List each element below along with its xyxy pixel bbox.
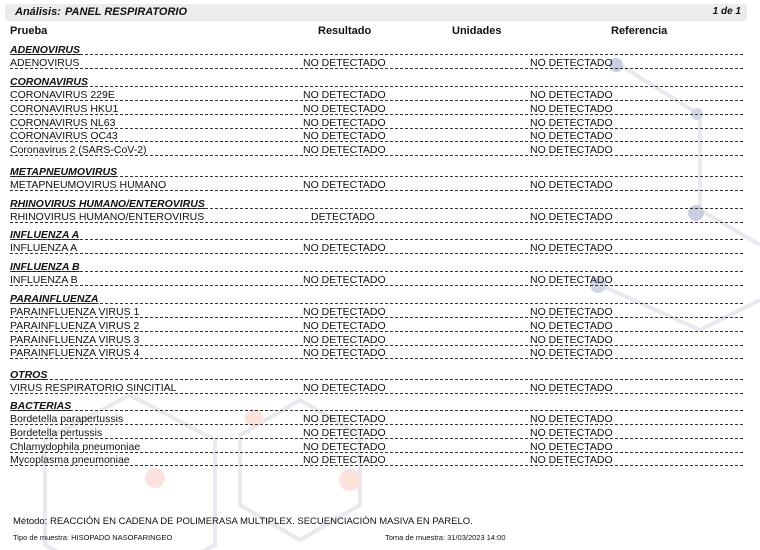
reference-value: NO DETECTADO <box>530 130 613 143</box>
reference-value: NO DETECTADO <box>530 426 613 439</box>
test-name: Mycoplasma pneumoniae <box>10 454 130 467</box>
test-name: PARAINFLUENZA VIRUS 1 <box>10 306 140 318</box>
table-row <box>0 130 760 143</box>
reference-value: NO DETECTADO <box>530 274 613 286</box>
reference-value: NO DETECTADO <box>530 319 613 332</box>
reference-value: NO DETECTADO <box>530 333 613 346</box>
row-divider <box>10 114 743 115</box>
result-value: NO DETECTADO <box>303 413 386 425</box>
row-divider <box>10 190 743 191</box>
result-value: NO DETECTADO <box>303 130 386 143</box>
test-name: CORONAVIRUS HKU1 <box>10 102 119 115</box>
test-name: INFLUENZA B <box>10 274 78 286</box>
section-divider <box>10 86 743 87</box>
table-row <box>0 347 760 360</box>
row-divider <box>10 317 743 318</box>
table-row <box>0 117 760 130</box>
row-divider <box>10 452 743 453</box>
sample-type: Tipo de muestra: HISOPADO NASOFARINGEO <box>13 533 173 542</box>
table-row <box>0 334 760 347</box>
row-divider <box>10 222 743 223</box>
table-row <box>0 274 760 287</box>
table-row <box>0 242 760 255</box>
result-value: NO DETECTADO <box>303 426 386 439</box>
test-name: PARAINFLUENZA VIRUS 3 <box>10 333 140 346</box>
reference-value: NO DETECTADO <box>530 116 613 129</box>
row-divider <box>10 128 743 129</box>
test-name: PARAINFLUENZA VIRUS 2 <box>10 319 140 332</box>
section-divider <box>10 176 743 177</box>
test-name: CORONAVIRUS 229E <box>10 89 115 101</box>
row-divider <box>10 393 743 394</box>
table-row <box>0 211 760 224</box>
section-divider <box>10 379 743 380</box>
table-row <box>0 89 760 102</box>
reference-value: NO DETECTADO <box>530 144 613 157</box>
row-divider <box>10 253 743 254</box>
table-row <box>0 103 760 116</box>
result-value: NO DETECTADO <box>303 89 386 101</box>
section-heading: OTROS <box>10 369 48 381</box>
row-divider <box>10 68 743 69</box>
section-heading: RHINOVIRUS HUMANO/ENTEROVIRUS <box>10 198 205 210</box>
section-divider <box>10 271 743 272</box>
row-divider <box>10 331 743 332</box>
reference-value: NO DETECTADO <box>530 242 613 254</box>
section-divider <box>10 54 743 55</box>
result-value: NO DETECTADO <box>303 319 386 332</box>
reference-value: NO DETECTADO <box>530 382 613 394</box>
row-divider <box>10 345 743 346</box>
test-name: ADENOVIRUS <box>10 57 80 69</box>
row-divider <box>10 438 743 439</box>
section-heading: CORONAVIRUS <box>10 76 88 88</box>
test-name: INFLUENZA A <box>10 242 78 254</box>
section-heading: INFLUENZA B <box>10 261 80 273</box>
table-row <box>0 454 760 467</box>
table-row <box>0 306 760 319</box>
result-value: NO DETECTADO <box>303 306 386 318</box>
test-name: Bordetella parapertussis <box>10 413 124 425</box>
reference-value: NO DETECTADO <box>530 440 613 453</box>
result-value: NO DETECTADO <box>303 333 386 346</box>
test-name: Bordetella pertussis <box>10 426 103 439</box>
reference-value: NO DETECTADO <box>530 211 613 223</box>
table-row <box>0 179 760 192</box>
section-heading: BACTERIAS <box>10 400 72 412</box>
reference-value: NO DETECTADO <box>530 413 613 425</box>
column-header-unidades: Unidades <box>452 25 502 37</box>
section-heading: METAPNEUMOVIRUS <box>10 166 118 178</box>
row-divider <box>10 285 743 286</box>
section-divider <box>10 410 743 411</box>
row-divider <box>10 141 743 142</box>
table-row <box>0 144 760 157</box>
row-divider <box>10 465 743 466</box>
test-name: PARAINFLUENZA VIRUS 4 <box>10 347 140 360</box>
section-divider <box>10 303 743 304</box>
method-text: Método: REACCIÓN EN CADENA DE POLIMERASA MULTIPLEX. SECUENCIACIÓN MASIVA EN PARELO. <box>13 516 473 527</box>
reference-value: NO DETECTADO <box>530 89 613 101</box>
reference-value: NO DETECTADO <box>530 347 613 360</box>
row-divider <box>10 358 743 359</box>
reference-value: NO DETECTADO <box>530 102 613 115</box>
page-indicator: 1 de 1 <box>712 6 741 17</box>
result-value: NO DETECTADO <box>303 179 386 191</box>
reference-value: NO DETECTADO <box>530 306 613 318</box>
result-value: NO DETECTADO <box>303 454 386 467</box>
section-heading: INFLUENZA A <box>10 229 80 241</box>
section-divider <box>10 239 743 240</box>
analysis-label: Análisis: <box>15 6 61 18</box>
reference-value: NO DETECTADO <box>530 454 613 467</box>
table-row <box>0 57 760 70</box>
test-name: CORONAVIRUS NL63 <box>10 116 116 129</box>
table-row <box>0 427 760 440</box>
result-value: NO DETECTADO <box>303 382 386 394</box>
result-value: NO DETECTADO <box>303 242 386 254</box>
test-name: CORONAVIRUS OC43 <box>10 130 118 143</box>
test-name: RHINOVIRUS HUMANO/ENTEROVIRUS <box>10 211 205 223</box>
result-value: DETECTADO <box>311 211 375 223</box>
result-value: NO DETECTADO <box>303 102 386 115</box>
test-name: VIRUS RESPIRATORIO SINCITIAL <box>10 382 177 394</box>
result-value: NO DETECTADO <box>303 57 386 69</box>
row-divider <box>10 100 743 101</box>
column-header-referencia: Referencia <box>611 25 668 37</box>
reference-value: NO DETECTADO <box>530 179 613 191</box>
result-value: NO DETECTADO <box>303 116 386 129</box>
section-heading: PARAINFLUENZA <box>10 293 99 305</box>
analysis-header <box>5 4 747 21</box>
column-header-prueba: Prueba <box>10 25 48 37</box>
test-name: Coronavirus 2 (SARS-CoV-2) <box>10 144 147 157</box>
test-name: METAPNEUMOVIRUS HUMANO <box>10 179 167 191</box>
row-divider <box>10 424 743 425</box>
table-row <box>0 441 760 454</box>
row-divider <box>10 155 743 156</box>
column-header-resultado: Resultado <box>318 25 372 37</box>
section-divider <box>10 208 743 209</box>
sample-date: Toma de muestra: 31/03/2023 14:00 <box>385 533 506 542</box>
reference-value: NO DETECTADO <box>530 57 613 69</box>
result-value: NO DETECTADO <box>303 274 386 286</box>
test-name: Chlamydophila pneumoniae <box>10 440 141 453</box>
table-row <box>0 382 760 395</box>
result-value: NO DETECTADO <box>303 440 386 453</box>
table-row <box>0 320 760 333</box>
analysis-title: PANEL RESPIRATORIO <box>65 6 188 18</box>
section-heading: ADENOVIRUS <box>10 44 81 56</box>
result-value: NO DETECTADO <box>303 144 386 157</box>
result-value: NO DETECTADO <box>303 347 386 360</box>
table-row <box>0 413 760 426</box>
